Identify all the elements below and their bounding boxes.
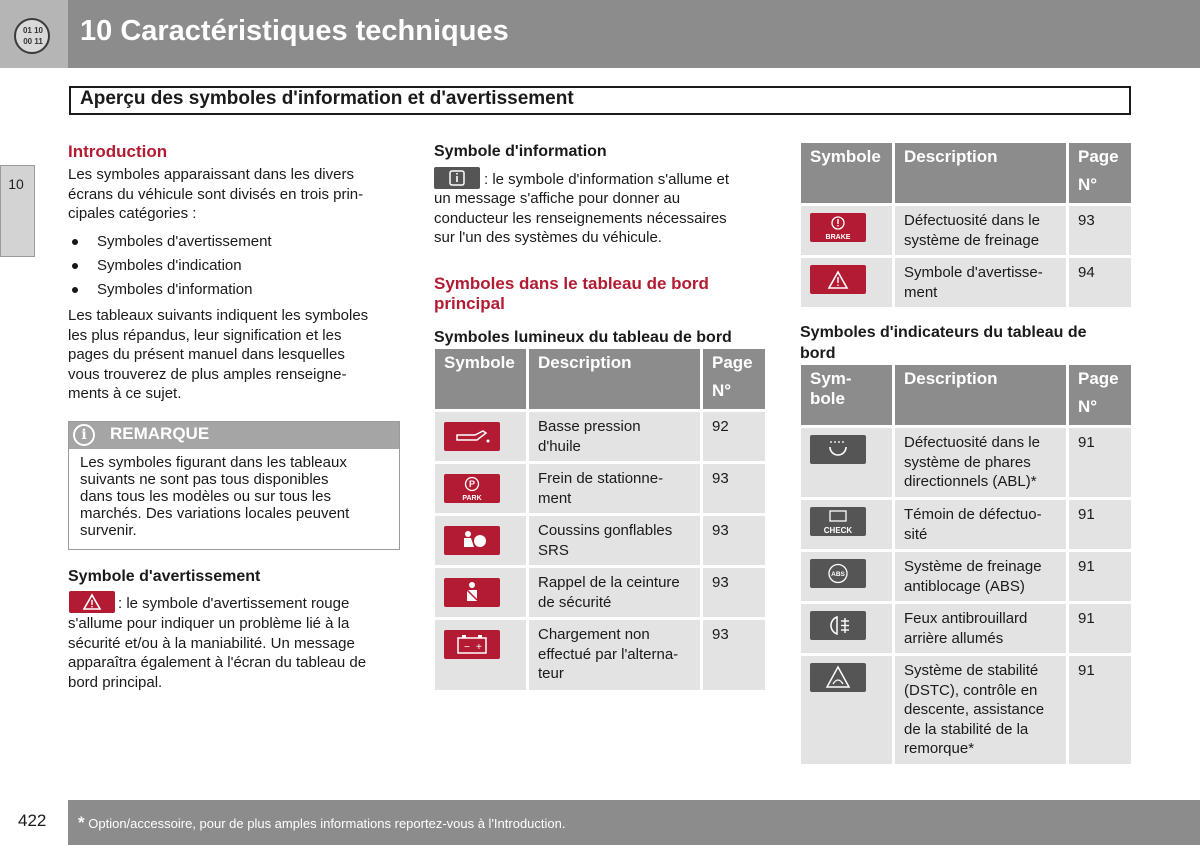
table-row-description: Système de stabilité (DSTC), contrôle en descente, assistance de la stabilité de la remorque* — [895, 656, 1066, 764]
check-engine-icon — [810, 507, 866, 536]
column-header-page: Page N° — [1069, 365, 1131, 425]
table-row-page: 93 — [703, 516, 765, 565]
table-row-description: Frein de stationne- ment — [529, 464, 700, 513]
table-row-page: 93 — [703, 464, 765, 513]
remarque-title: REMARQUE — [110, 424, 210, 443]
dashboard-table — [434, 349, 766, 691]
side-tab-number: 10 — [8, 176, 24, 192]
page-number: 422 — [18, 811, 47, 830]
svg-text:PARK: PARK — [462, 495, 482, 502]
bullet-item: Symboles d'indication — [97, 257, 242, 274]
table-row-description: Symbole d'avertisse- ment — [895, 258, 1066, 307]
warning-symbol-text-line1: : le symbole d'avertissement rouge — [118, 595, 350, 612]
column-header-page: Page N° — [703, 349, 765, 409]
svg-text:ABS: ABS — [831, 571, 845, 578]
column-header-description: Description — [895, 365, 1066, 425]
bullet-item: Symboles d'information — [97, 281, 253, 298]
parking-brake-icon — [444, 474, 500, 503]
chapter-icon-text: 01 10 00 11 — [22, 26, 44, 46]
section-title: Aperçu des symboles d'information et d'avertissement — [80, 88, 574, 109]
rear-fog-icon — [810, 611, 866, 640]
brake-icon — [810, 213, 866, 242]
table-row-page: 91 — [1069, 656, 1131, 764]
info-symbol-text: un message s'affiche pour donner au conducteur les renseignements nécessaires sur l'un des systèmes du véhicule. — [434, 190, 727, 246]
warning-triangle-icon — [69, 591, 115, 613]
dashboard-heading: Symboles dans le tableau de bord principal — [434, 274, 709, 313]
table-row-description: Coussins gonflables SRS — [529, 516, 700, 565]
table-row-description: Rappel de la ceinture de sécurité — [529, 568, 700, 617]
table-row-page: 91 — [1069, 500, 1131, 549]
stability-icon — [810, 663, 866, 692]
table-row-page: 91 — [1069, 428, 1131, 497]
table-row-description: Témoin de défectuo- sité — [895, 500, 1066, 549]
column-header-symbole: Symbole — [801, 143, 892, 203]
info-symbol-heading: Symbole d'information — [434, 143, 607, 160]
airbag-icon — [444, 526, 500, 555]
abs-icon — [810, 559, 866, 588]
table-row-page: 91 — [1069, 604, 1131, 653]
svg-text:BRAKE: BRAKE — [825, 234, 851, 241]
indicators-table — [800, 365, 1132, 765]
table-row-page: 93 — [1069, 206, 1131, 255]
column-header-description: Description — [895, 143, 1066, 203]
info-symbol-text-line1: : le symbole d'information s'allume et — [484, 171, 730, 188]
table-row-page: 94 — [1069, 258, 1131, 307]
svg-text:CHECK: CHECK — [823, 526, 853, 535]
chapter-title: 10 Caractéristiques techniques — [80, 15, 509, 47]
svg-text:+: + — [476, 642, 482, 653]
svg-text:P: P — [468, 479, 476, 489]
dashboard-table-heading: Symboles lumineux du tableau de bord — [434, 329, 732, 346]
intro-paragraph-1: Les symboles apparaissant dans les divers écrans du véhicule sont divisés en trois prin- cipales catégories : — [68, 166, 364, 222]
bullet-item: Symboles d'avertissement — [97, 233, 272, 250]
footer-note: * Option/accessoire, pour de plus amples informations reportez-vous à l'Introduction. — [78, 813, 566, 832]
svg-text:−: − — [464, 642, 470, 653]
bullet-dot — [72, 239, 78, 245]
warning-table — [800, 143, 1132, 309]
bullet-dot — [72, 287, 78, 293]
table-row-page: 93 — [703, 568, 765, 617]
table-row-description: Feux antibrouillard arrière allumés — [895, 604, 1066, 653]
oil-pressure-icon — [444, 422, 500, 451]
info-symbol-icon — [434, 167, 480, 189]
indicators-heading: Symboles d'indicateurs du tableau de bord — [800, 324, 1087, 362]
table-row-description: Défectuosité dans le système de freinage — [895, 206, 1066, 255]
intro-paragraph-2: Les tableaux suivants indiquent les symboles les plus répandus, leur signification et les pages du présent manuel dans lesquelles vous trouverez de plus amples renseigne- ments à ce sujet. — [68, 307, 369, 402]
table-row-page: 92 — [703, 412, 765, 461]
remarque-text: Les symboles figurant dans les tableaux suivants ne sont pas tous disponibles dans tous les modèles ou sur tous les marchés. Des variations locales peuvent survenir. — [80, 454, 350, 539]
table-row-page: 91 — [1069, 552, 1131, 601]
chapter-icon — [14, 18, 50, 54]
seatbelt-icon — [444, 578, 500, 607]
table-row-description: Système de freinage antiblocage (ABS) — [895, 552, 1066, 601]
table-row-description: Chargement non effectué par l'alterna- teur — [529, 620, 700, 690]
info-icon: i — [73, 424, 95, 446]
column-header-description: Description — [529, 349, 700, 409]
intro-heading: Introduction — [68, 142, 168, 161]
warning-symbol-heading: Symbole d'avertissement — [68, 568, 261, 585]
battery-icon — [444, 630, 500, 659]
column-header-symbole: Symbole — [435, 349, 526, 409]
column-header-page: Page N° — [1069, 143, 1131, 203]
column-header-symbole: Sym- bole — [801, 365, 892, 425]
headlight-icon — [810, 435, 866, 464]
warning-triangle-icon — [810, 265, 866, 294]
table-row-description: Basse pression d'huile — [529, 412, 700, 461]
table-row-page: 93 — [703, 620, 765, 690]
warning-symbol-text: s'allume pour indiquer un problème lié à la sécurité et/ou à la maniabilité. Un message apparaîtra également à l'écran du tableau de bord principal. — [68, 615, 367, 691]
bullet-dot — [72, 263, 78, 269]
table-row-description: Défectuosité dans le système de phares directionnels (ABL)* — [895, 428, 1066, 497]
